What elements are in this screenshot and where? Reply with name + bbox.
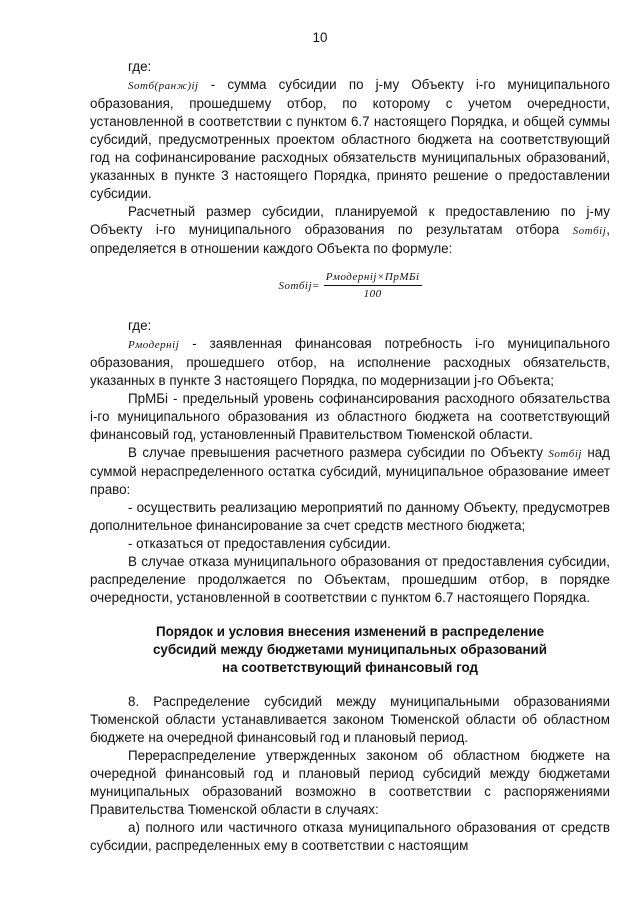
- excess-paragraph-text-b: над суммой нераспределенного остатка субсидий, муниципальное образование имеет право:: [90, 445, 610, 497]
- redistribution-paragraph: Перераспределение утвержденных законом об областном бюджете на очередной финансовый год и плановый период субсидий между бюджетами муниципальных образований возможно в соответствии с распоряжениями Правительства Тюменской области в случаях:: [90, 748, 610, 817]
- def-rmodern-text: - заявленная финансовая потребность i-го муниципального образования, прошедшего отбор, на исполнение расходных обязательств, указанных в пункте 3 настоящего Порядка, по модернизации j-го Объекта;: [90, 336, 610, 388]
- option-item-1: - осуществить реализацию мероприятий по данному Объекту, предусмотрев дополнительное финансирование за счет средств местного бюджета;: [90, 500, 610, 533]
- where-label-1: где:: [128, 59, 152, 74]
- formula-fraction: [324, 270, 422, 301]
- refusal-paragraph: В случае отказа муниципального образования от предоставления субсидии, распределение продолжается по Объектам, прошедшим отбор, в порядке очередности, установленной в соответствии с пунктом 6.7 настоящего Порядка.: [90, 554, 610, 605]
- symbol-sotb-2: Sотбij: [548, 448, 582, 460]
- excess-paragraph: [90, 444, 610, 499]
- symbol-sotb-ranzh: Sотб(ранж)ij: [128, 80, 199, 92]
- heading-line-1: Порядок и условия внесения изменений в распределение: [155, 624, 545, 639]
- formula: [90, 270, 610, 301]
- formula-numerator: Рмодернij×ПрМБi: [324, 270, 422, 286]
- calc-paragraph-text-b: , определяется в отношении каждого Объекта по формуле:: [90, 222, 610, 256]
- symbol-sotb-1: Sотбij: [572, 225, 607, 237]
- excess-paragraph-text-a: В случае превышения расчетного размера субсидии по Объекту: [128, 445, 543, 460]
- symbol-rmodern: Рмодернij: [128, 339, 180, 351]
- subsidy-definition-text: - сумма субсидии по j-му Объекту i-го муниципального образования, прошедшему отбор, по которому с учетом очередности, установленной в соответствии с пунктом 6.7 настоящего Порядка, и общей суммы субсидий, предусмотренных проектом областного бюджета на соответствующий год на софинансирование расходных обязательств муниципальных образований, указанных в пункте 3 настоящего Порядка, принято решение о предоставлении субсидии.: [90, 77, 610, 201]
- paragraph-8: 8. Распределение субсидий между муниципальными образованиями Тюменской области устанавливается законом Тюменской области об областном бюджете на очередной финансовый год и плановый период.: [90, 694, 610, 745]
- def-rmodern: [90, 335, 610, 390]
- heading-line-2: субсидий между бюджетами муниципальных образований: [152, 642, 548, 657]
- option-item-2: - отказаться от предоставления субсидии.: [128, 536, 391, 551]
- formula-denominator: 100: [363, 288, 382, 300]
- document-body: [90, 58, 610, 855]
- section-heading: [90, 623, 610, 677]
- formula-lhs: Sотбij=: [278, 280, 320, 293]
- where-label-2: где:: [128, 318, 152, 333]
- subsidy-definition: [90, 76, 610, 203]
- page-number: 10: [312, 30, 328, 45]
- case-a-paragraph: а) полного или частичного отказа муниципального образования от средств субсидии, распределенных ему в соответствии с настоящим: [90, 820, 610, 853]
- heading-line-3: на соответствующий финансовый год: [222, 660, 478, 675]
- def-prmb: ПрМБi - предельный уровень софинансирования расходного обязательства i-го муниципального образования из областного бюджета на соответствующий финансовый год, установленный Правительством Тюменской области.: [90, 391, 610, 442]
- calc-paragraph: [90, 203, 610, 258]
- calc-paragraph-text-a: Расчетный размер субсидии, планируемой к предоставлению по j-му Объекту i-го муниципального образования по результатам отбора: [90, 204, 610, 237]
